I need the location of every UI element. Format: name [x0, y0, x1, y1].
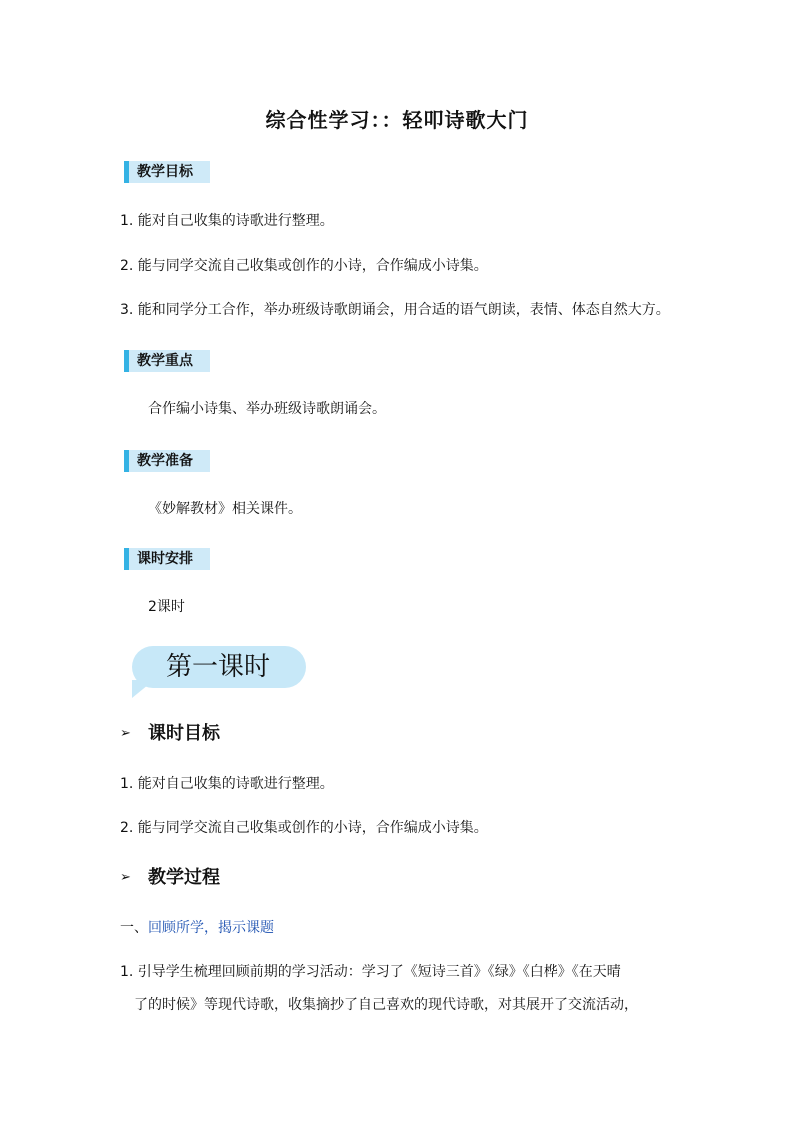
- step-prefix: 一、: [120, 920, 148, 936]
- step-item-line-2: 了的时候》等现代诗歌，收集摘抄了自己喜欢的现代诗歌，对其展开了交流活动，: [134, 997, 638, 1013]
- focus-text: 合作编小诗集、举办班级诗歌朗诵会。: [148, 401, 386, 417]
- page-title: 综合性学习：：轻叩诗歌大门: [265, 108, 529, 132]
- lesson-goal-item-1: 1. 能对自己收集的诗歌进行整理。: [120, 776, 334, 792]
- section-tag-focus: 教学重点: [124, 350, 210, 372]
- lesson-goal-item-2: 2. 能与同学交流自己收集或创作的小诗，合作编成小诗集。: [120, 820, 488, 836]
- process-heading-text: 教学过程: [148, 867, 220, 888]
- section-tag-goals: 教学目标: [124, 161, 210, 183]
- section-tag-prep: 教学准备: [124, 450, 210, 472]
- goal-item-2: 2. 能与同学交流自己收集或创作的小诗，合作编成小诗集。: [120, 258, 488, 274]
- step-item-line-1: 1. 引导学生梳理回顾前期的学习活动：学习了《短诗三首》《绿》《白桦》《在天晴: [120, 964, 621, 980]
- step-heading-1: [120, 918, 274, 938]
- section-tag-schedule: 课时安排: [124, 548, 210, 570]
- schedule-text: 2课时: [148, 599, 185, 615]
- lesson-goals-heading: [120, 722, 220, 746]
- arrow-icon: ➢: [120, 726, 131, 741]
- lesson-bubble: 第一课时: [132, 646, 306, 688]
- prep-text: 《妙解教材》相关课件。: [148, 501, 302, 517]
- process-heading: [120, 866, 220, 890]
- step-heading-text: 回顾所学，揭示课题: [148, 920, 274, 936]
- goal-item-3: 3. 能和同学分工合作，举办班级诗歌朗诵会，用合适的语气朗读，表情、体态自然大方。: [120, 302, 670, 318]
- lesson-goals-heading-text: 课时目标: [148, 723, 220, 744]
- goal-item-1: 1. 能对自己收集的诗歌进行整理。: [120, 213, 334, 229]
- arrow-icon: ➢: [120, 870, 131, 885]
